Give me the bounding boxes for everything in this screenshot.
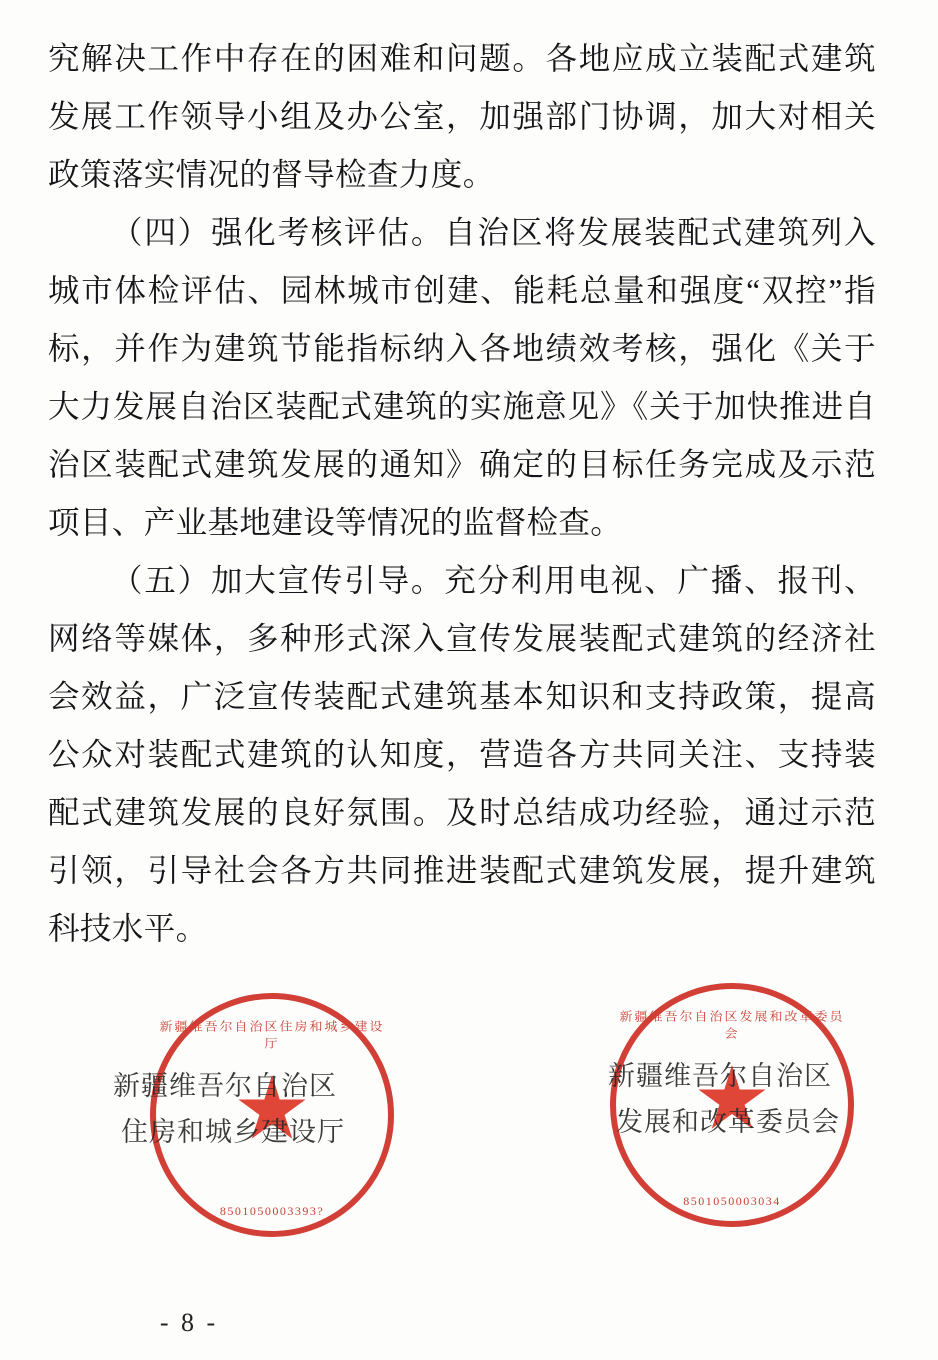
seal-overlay-label-housing (113, 1063, 345, 1155)
page-number-footer (0, 1308, 938, 1338)
seal-arc-text-development: 新疆维吾尔自治区发展和改革委员会 (619, 1009, 845, 1041)
seal-overlay-line1-housing: 新疆维吾尔自治区 (113, 1071, 337, 1101)
seal-overlay-line1-development: 新疆维吾尔自治区 (608, 1061, 832, 1091)
paragraph-item-five: （五）加大宣传引导。充分利用电视、广播、报刊、网络等媒体，多种形式深入宣传发展装配式建筑的经济社会效益，广泛宣传装配式建筑基本知识和支持政策，提高公众对装配式建筑的认知度，营造各方共同关注、支持装配式建筑发展的良好氛围。及时总结成功经验，通过示范引领，引导社会各方共同推进装配式建筑发展，提升建筑科技水平。 (48, 563, 876, 946)
seal-arc-text-housing: 新疆维吾尔自治区住房和城乡建设厅 (159, 1019, 385, 1051)
paragraph-continued: 究解决工作中存在的困难和问题。各地应成立装配式建筑发展工作领导小组及办公室，加强部门协调，加大对相关政策落实情况的督导检查力度。 (48, 41, 876, 192)
seal-overlay-line2-housing: 住房和城乡建设厅 (121, 1117, 345, 1147)
paragraph-item-four: （四）强化考核评估。自治区将发展装配式建筑列入城市体检评估、园林城市创建、能耗总量和强度“双控”指标，并作为建筑节能指标纳入各地绩效考核，强化《关于大力发展自治区装配式建筑的实施意见》《关于加快推进自治区装配式建筑发展的通知》确定的目标任务完成及示范项目、产业基地建设等情况的监督检查。 (48, 215, 876, 540)
document-body (48, 30, 876, 958)
page-number-text: - 8 - (159, 1308, 219, 1337)
seal-area (0, 975, 938, 1265)
seal-overlay-label-development (608, 1053, 840, 1145)
seal-code-housing: 8501050003393? (219, 1204, 325, 1218)
seal-code-development: 8501050003034 (683, 1194, 781, 1208)
seal-overlay-line2-development: 发展和改革委员会 (616, 1107, 840, 1137)
